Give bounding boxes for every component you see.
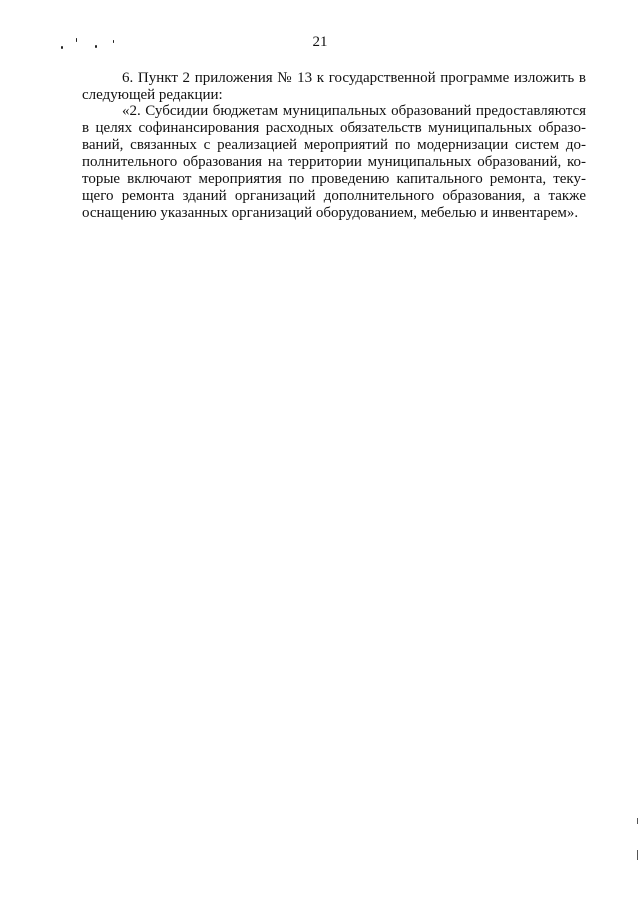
paragraph-line: щего ремонта зданий организаций дополнительного образования, а также (82, 188, 586, 204)
paragraph-line: «2. Субсидии бюджетам муниципальных образований предоставляются (122, 103, 586, 119)
paragraph-line: следующей редакции: (82, 87, 223, 103)
paragraph-line: в целях софинансирования расходных обязательств муниципальных образо- (82, 120, 586, 136)
paragraph-line: оснащению указанных организаций оборудованием, мебелью и инвентарем». (82, 205, 579, 221)
scan-edge-mark (637, 850, 638, 860)
page-number: 21 (312, 34, 328, 50)
paragraph-line: полнительного образования на территории муниципальных образований, ко- (82, 154, 586, 170)
scan-artifact-mark (95, 45, 97, 48)
paragraph-line: 6. Пункт 2 приложения № 13 к государственной программе изложить в (122, 70, 586, 86)
paragraph-line: торые включают мероприятия по проведению капитального ремонта, теку- (82, 171, 586, 187)
scan-artifact-mark (61, 46, 63, 49)
scan-artifact-mark (76, 38, 77, 42)
paragraph-line: ваний, связанных с реализацией мероприятий по модернизации систем до- (82, 137, 586, 153)
scan-artifact-mark (113, 40, 114, 43)
scan-edge-mark (637, 818, 638, 824)
